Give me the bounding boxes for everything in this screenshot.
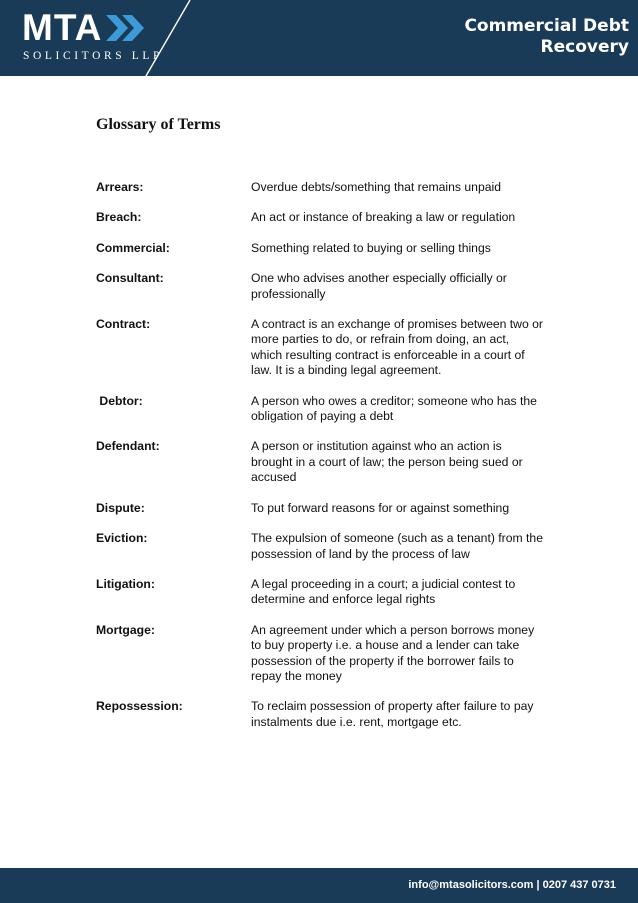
glossary-entry [96,241,556,256]
glossary-list [96,180,556,745]
glossary-term: Repossession: [96,699,183,714]
glossary-term: Litigation: [96,576,155,591]
glossary-definition: Overdue debts/something that remains unpaid [251,180,501,194]
glossary-term: Dispute: [96,500,145,515]
page-header [0,0,638,76]
glossary-definition: To reclaim possession of property after failure to pay instalments due i.e. rent, mortgage etc. [251,699,534,729]
glossary-entry [96,699,556,730]
glossary-term: Commercial: [96,240,170,255]
document-title: Glossary of Terms [96,116,221,133]
header-title-line1: Commercial Debt [464,16,629,36]
glossary-definition: One who advises another especially officially or professionally [251,271,507,301]
glossary-entry [96,439,556,485]
glossary-term: Contract: [96,317,151,332]
glossary-term: Mortgage: [96,622,155,637]
glossary-definition: A person or institution against who an action is brought in a court of law; the person being sued or accused [251,439,523,485]
glossary-term: Defendant: [96,439,160,454]
glossary-entry [96,531,556,562]
footer-contact: info@mtasolicitors.com | 0207 437 0731 [408,879,616,891]
header-title-line2: Recovery [540,37,629,57]
glossary-entry [96,501,556,516]
glossary-definition: The expulsion of someone (such as a tenant) from the possession of land by the process of law [251,531,543,561]
glossary-entry [96,180,556,195]
glossary-definition: A person who owes a creditor; someone who has the obligation of paying a debt [251,393,537,424]
page-footer [0,868,638,903]
company-logo [22,8,146,48]
glossary-entry [96,577,556,608]
glossary-term: Debtor: [96,393,143,408]
glossary-definition: Something related to buying or selling things [251,240,491,255]
header-divider-slash [138,0,198,76]
glossary-definition: To put forward reasons for or against something [251,500,510,515]
glossary-definition: A legal proceeding in a court; a judicial contest to determine and enforce legal rights [251,576,516,607]
glossary-term: Breach: [96,210,142,225]
glossary-entry [96,623,556,685]
glossary-entry [96,394,556,425]
glossary-term: Consultant: [96,271,164,286]
logo-text: MTA [22,7,103,48]
glossary-entry [96,317,556,379]
logo-subtitle: SOLICITORS LLP [23,50,163,62]
glossary-definition: An agreement under which a person borrows money to buy property i.e. a house and a lender can take possession of the property if the borrower fails to repay the money [251,622,535,683]
glossary-entry [96,271,556,302]
glossary-term: Arrears: [96,180,144,194]
header-title [464,16,629,58]
glossary-definition: An act or instance of breaking a law or regulation [251,210,516,225]
glossary-entry [96,210,556,225]
glossary-definition: A contract is an exchange of promises between two or more parties to do, or refrain from doing, an act, which resulting contract is enforceable in a court of law. It is a binding legal agreement. [251,317,543,378]
glossary-term: Eviction: [96,531,148,546]
